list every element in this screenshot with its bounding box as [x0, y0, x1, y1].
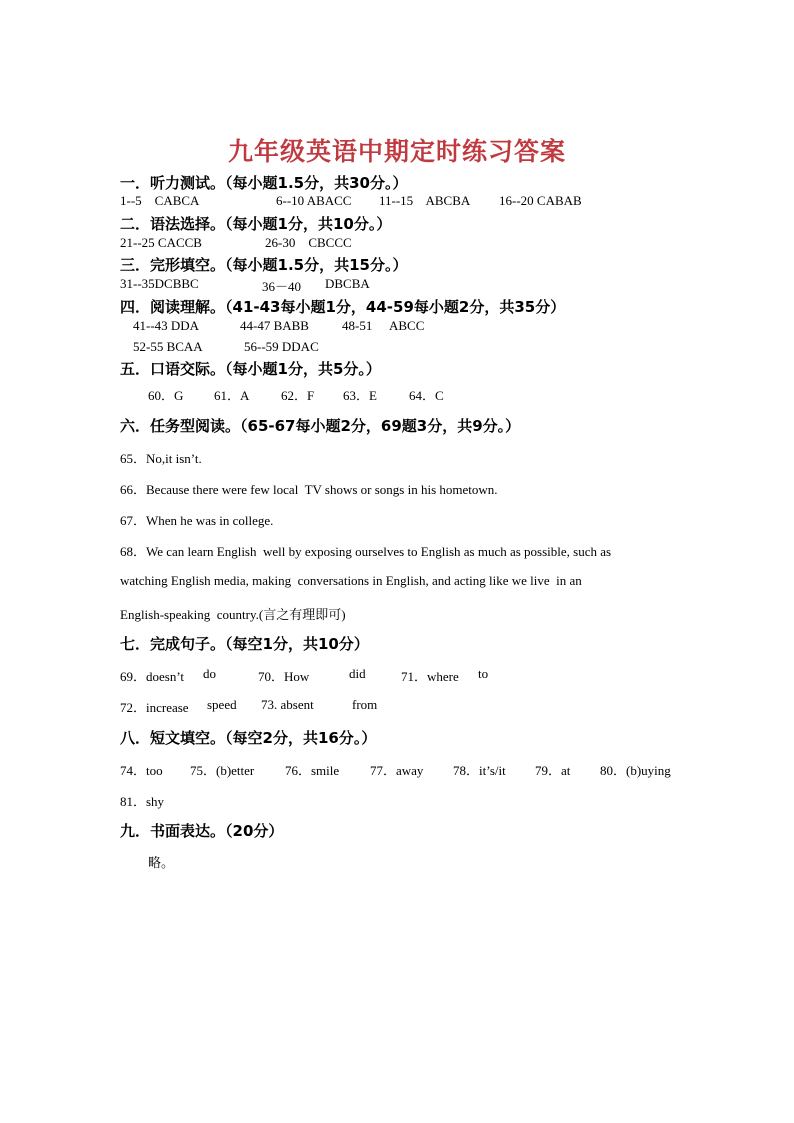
- answer-66: 66．Because there were few local TV shows or songs in his hometown.: [120, 482, 498, 497]
- page-title: 九年级英语中期定时练习答案: [227, 137, 566, 166]
- section-1-heading: 一．听力测试。（每小题1.5分，共30分。）: [120, 174, 408, 192]
- answer-blank: 72．increase: [120, 700, 189, 715]
- answer-68-line-1: 68．We can learn English well by exposing ourselves to English as much as possible, such as: [120, 544, 612, 559]
- essay-note: 略。: [148, 856, 175, 871]
- answer-group: 62．F: [281, 388, 315, 403]
- answer-blank: to: [478, 666, 489, 681]
- section-5-heading: 五．口语交际。（每小题1分，共5分。）: [120, 360, 381, 378]
- answer-blank: speed: [207, 697, 237, 712]
- answer-group: 16--20 CABAB: [499, 193, 582, 208]
- answer-blank: 81．shy: [120, 794, 165, 809]
- answer-blank: 78．it’s/it: [453, 763, 506, 778]
- answer-blank: 79．at: [535, 763, 571, 778]
- answer-group: 6--10 ABACC: [276, 193, 352, 208]
- answer-group: 41--43 DDA: [133, 318, 200, 333]
- answer-blank: 74．too: [120, 763, 163, 778]
- answer-group: 52-55 BCAA: [133, 339, 203, 354]
- answer-group: 44-47 BABB: [240, 318, 309, 333]
- section-8-heading: 八．短文填空。（每空2分，共16分。）: [120, 729, 377, 747]
- answer-blank: 71．where: [401, 669, 459, 684]
- section-6-heading: 六．任务型阅读。（65-67每小题2分，69题3分，共9分。）: [120, 417, 521, 435]
- answer-group: 61．A: [214, 388, 250, 403]
- answer-group: 64．C: [409, 388, 444, 403]
- answer-67: 67．When he was in college.: [120, 513, 274, 528]
- answer-group: 36－40: [262, 279, 302, 294]
- answer-blank: 75．(b)etter: [190, 763, 255, 778]
- answer-group: 1--5 CABCA: [120, 193, 200, 208]
- answer-68-line-2: watching English media, making conversations in English, and acting like we live in an: [120, 573, 582, 588]
- answer-group: 48-51: [342, 318, 373, 333]
- answer-blank: 77．away: [370, 763, 424, 778]
- answer-blank: 76．smile: [285, 763, 340, 778]
- answer-group: 31--35DCBBC: [120, 276, 199, 291]
- answer-group: 56--59 DDAC: [244, 339, 319, 354]
- answer-blank: 70．How: [258, 669, 310, 684]
- answer-blank: 69．doesn’t: [120, 669, 185, 684]
- answer-blank: 73. absent: [261, 697, 314, 712]
- answer-group: 26-30 CBCCC: [265, 235, 352, 250]
- answer-group: 60．G: [148, 388, 184, 403]
- answer-group: 11--15 ABCBA: [379, 193, 471, 208]
- answer-group: 21--25 CACCB: [120, 235, 202, 250]
- section-2-heading: 二．语法选择。（每小题1分，共10分。）: [120, 215, 392, 233]
- answer-65: 65．No,it isn’t.: [120, 451, 202, 466]
- answer-68-line-3: English-speaking country.(言之有理即可): [120, 607, 346, 622]
- answer-blank: did: [349, 666, 366, 681]
- section-9-heading: 九．书面表达。（20分）: [120, 822, 284, 840]
- section-3-heading: 三．完形填空。（每小题1.5分，共15分。）: [120, 256, 408, 274]
- section-4-heading: 四．阅读理解。（41-43每小题1分，44-59每小题2分，共35分）: [120, 298, 566, 316]
- answer-blank: 80．(b)uying: [600, 763, 671, 778]
- answer-blank: from: [352, 697, 378, 712]
- answer-group: ABCC: [389, 318, 425, 333]
- answer-group: DBCBA: [325, 276, 370, 291]
- answer-blank: do: [203, 666, 216, 681]
- answer-group: 63．E: [343, 388, 377, 403]
- section-7-heading: 七．完成句子。（每空1分，共10分）: [120, 635, 369, 653]
